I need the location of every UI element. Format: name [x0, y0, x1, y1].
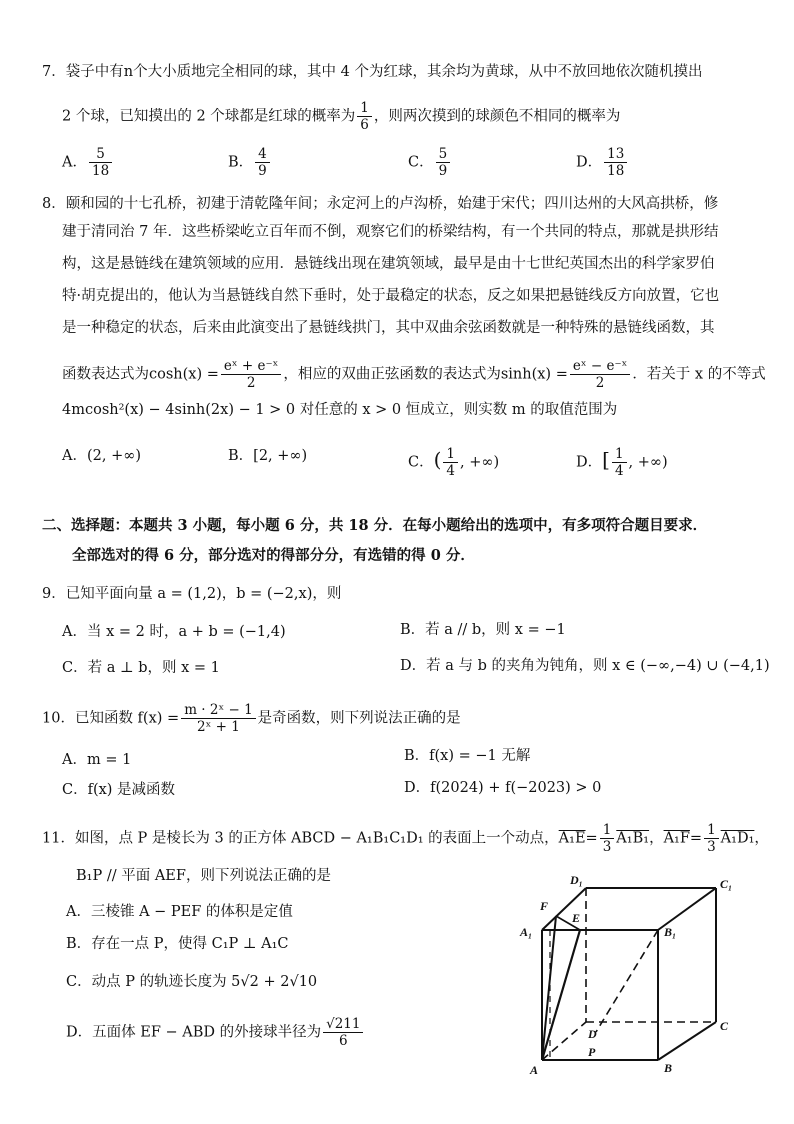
q7-line1: 7．袋子中有n个大小质地完全相同的球，其中 4 个为红球，其余均为黄球，从中不放回地依次随机摸出 — [42, 64, 703, 80]
q7-option-c-num: 5 — [436, 146, 451, 163]
q8-option-c — [408, 446, 499, 479]
q7-option-a-fraction — [89, 146, 112, 179]
q8-option-b — [228, 446, 307, 466]
section2-heading-line1: 二、选择题：本题共 3 小题，每小题 6 分，共 18 分．在每小题给出的选项中，有多项符合题目要求． — [42, 517, 708, 534]
q11-option-b: B．存在一点 P，使得 C₁P ⊥ A₁C — [66, 936, 289, 952]
q8-line5: 是一种稳定的状态，后来由此演变出了悬链线拱门，其中双曲余弦函数就是一种特殊的悬链线函数，其 — [62, 320, 715, 336]
label-p: P — [588, 1045, 596, 1059]
q7-option-d — [576, 146, 629, 179]
q11-option-d-fraction — [323, 1016, 363, 1049]
cube-figure — [508, 862, 748, 1077]
q8-line2: 建于清同治 7 年．这些桥梁屹立百年而不倒，观察它们的桥梁结构，有一个共同的特点，那就是拱形结 — [62, 224, 719, 240]
q9-option-d: D．若 a 与 b 的夹角为钝角，则 x ∈ (−∞,−4) ∪ (−4,1) — [400, 658, 770, 674]
q8-option-d-close: , +∞) — [628, 454, 668, 471]
edge-b1-c1 — [658, 888, 716, 930]
line-b1-p-hidden — [596, 930, 658, 1032]
label-b1: B₁ — [664, 925, 677, 939]
label-c1: C₁ — [720, 877, 733, 891]
q10-option-d: D．f(2024) + f(−2023) > 0 — [404, 780, 602, 796]
q10-frac-den: 2ˣ + 1 — [197, 719, 240, 735]
label-a: A — [530, 1063, 539, 1077]
q8-option-b-label: B． — [228, 448, 254, 464]
q9-option-c: C．若 a ⊥ b，则 x = 1 — [62, 660, 220, 676]
q10-fraction — [181, 702, 255, 735]
q8-line6-tail: ．若关于 x 的不等式 — [632, 366, 766, 383]
q11-eq2: = — [689, 830, 703, 847]
q8-line6 — [62, 358, 766, 391]
q10-option-b: B．f(x) = −1 无解 — [404, 748, 531, 764]
label-a1: A₁ — [520, 925, 533, 939]
q8-option-c-close: , +∞) — [460, 454, 500, 471]
label-d: D — [588, 1027, 597, 1041]
q8-option-c-num: 1 — [443, 446, 458, 463]
q8-sinh-den: 2 — [595, 375, 605, 391]
q7-option-d-den: 18 — [607, 163, 625, 179]
q11-option-d-num: √211 — [323, 1016, 363, 1033]
q8-option-d — [576, 446, 668, 479]
q11-option-c: C．动点 P 的轨迹长度为 5√2 + 2√10 — [66, 974, 318, 990]
q8-option-d-fraction — [612, 446, 627, 479]
q7-option-c-fraction — [436, 146, 451, 179]
q11-frac2 — [704, 822, 719, 855]
q11-line1-text: 11．如图，点 P 是棱长为 3 的正方体 ABCD − A₁B₁C₁D₁ 的表面上一个动点， — [42, 830, 559, 847]
q10-frac-num: m · 2ˣ − 1 — [181, 702, 255, 719]
q8-option-c-den: 4 — [446, 463, 456, 479]
label-f: F — [540, 899, 549, 913]
q8-option-d-open: [ — [602, 447, 610, 472]
q8-sinh-fraction — [570, 358, 630, 391]
q7-line2 — [62, 100, 620, 133]
q11-vector-a1e: A₁E — [558, 830, 586, 847]
q8-option-a-text: (2, +∞) — [86, 448, 141, 464]
q8-cosh-fraction — [221, 358, 281, 391]
q10-option-a: A．m = 1 — [62, 752, 132, 768]
q11-option-d-den: 6 — [339, 1033, 348, 1049]
q11-vector-a1f: A₁F — [663, 830, 690, 847]
q11-vector-a1d1: A₁D₁ — [720, 830, 755, 847]
q8-cosh-den: 2 — [246, 375, 256, 391]
q9-option-b: B．若 a // b，则 x = −1 — [400, 622, 566, 638]
q8-cosh-num: eˣ + e⁻ˣ — [221, 358, 281, 375]
q7-option-d-num: 13 — [604, 146, 627, 163]
q8-line3: 构，这是悬链线在建筑领域的应用．悬链线出现在建筑领域，最早是由十七世纪英国杰出的科学家罗伯 — [62, 256, 715, 272]
q7-option-d-label: D． — [576, 154, 603, 171]
q7-option-b-label: B． — [228, 154, 254, 171]
q11-frac1-den: 3 — [602, 839, 612, 855]
section2-heading-line2: 全部选对的得 6 分，部分选对的得部分分，有选错的得 0 分． — [72, 547, 475, 564]
q11-end: ， — [754, 830, 769, 847]
q8-option-d-den: 4 — [614, 463, 624, 479]
q8-line1: 8．颐和园的十七孔桥，初建于清乾隆年间；永定河上的卢沟桥，始建于宋代；四川达州的大风高拱桥，修 — [42, 196, 719, 212]
q7-option-c-den: 9 — [438, 163, 448, 179]
q8-sinh-num: eˣ − e⁻ˣ — [570, 358, 630, 375]
q11-eq1: = — [585, 830, 598, 847]
q11-sep: ， — [649, 830, 664, 847]
q10-stem-pre: 10．已知函数 f(x) = — [42, 710, 180, 727]
q9-option-a: A．当 x = 2 时，a + b = (−1,4) — [62, 624, 286, 640]
q8-option-c-fraction — [443, 446, 458, 479]
q8-line4: 特·胡克提出的，他认为当悬链线自然下垂时，处于最稳定的状态，反之如果把悬链线反方向放置，它也 — [62, 288, 720, 304]
q8-option-a-label: A． — [62, 448, 87, 464]
q10-option-c: C．f(x) 是减函数 — [62, 782, 176, 798]
q7-line2-frac-num: 1 — [357, 100, 372, 117]
q7-option-b-den: 9 — [258, 163, 267, 179]
q8-option-c-open: ( — [433, 447, 442, 472]
q11-line2: B₁P // 平面 AEF，则下列说法正确的是 — [76, 868, 331, 884]
q7-line2-pre: 2 个球，已知摸出的 2 个球都是红球的概率为 — [62, 108, 356, 125]
q7-option-b-fraction — [255, 146, 270, 179]
q11-frac1 — [600, 822, 615, 855]
label-b: B — [664, 1061, 673, 1075]
q7-option-d-fraction — [604, 146, 627, 179]
q11-line1 — [42, 822, 769, 855]
label-e: E — [572, 911, 581, 925]
q8-option-d-num: 1 — [612, 446, 627, 463]
q7-option-b-num: 4 — [255, 146, 270, 163]
q8-option-a — [62, 446, 141, 466]
label-c: C — [720, 1019, 729, 1033]
q8-option-c-label: C． — [408, 454, 434, 471]
q8-cosh-label: 函数表达式为cosh(x) = — [62, 366, 219, 383]
q8-line7: 4mcosh²(x) − 4sinh(2x) − 1 > 0 对任意的 x > 0 恒成立，则实数 m 的取值范围为 — [62, 402, 618, 418]
q10-stem — [42, 702, 461, 735]
q11-frac1-num: 1 — [600, 822, 615, 839]
label-d1: D₁ — [570, 873, 583, 887]
q11-frac2-den: 3 — [707, 839, 716, 855]
q7-option-a — [62, 146, 114, 179]
q9-stem: 9．已知平面向量 a = (1,2)，b = (−2,x)，则 — [42, 586, 342, 602]
q11-option-d-text: D．五面体 EF − ABD 的外接球半径为 — [66, 1024, 322, 1041]
q11-option-a: A．三棱锥 A − PEF 的体积是定值 — [66, 904, 293, 920]
edge-b-c — [658, 1022, 716, 1060]
q8-sinh-label: ，相应的双曲正弦函数的表达式为sinh(x) = — [283, 366, 568, 383]
q7-option-c — [408, 146, 452, 179]
q10-stem-post: 是奇函数，则下列说法正确的是 — [257, 710, 461, 727]
q7-option-c-label: C． — [408, 154, 434, 171]
q7-line2-frac-den: 6 — [360, 117, 369, 133]
q7-line2-fraction — [357, 100, 372, 133]
q11-option-d — [66, 1016, 365, 1049]
q8-option-b-text: [2, +∞) — [253, 448, 308, 464]
q7-option-b — [228, 146, 272, 179]
q11-frac2-num: 1 — [704, 822, 719, 839]
q7-option-a-den: 18 — [91, 163, 110, 179]
q11-vector-a1b1: A₁B₁ — [616, 830, 650, 847]
q7-option-a-label: A． — [62, 154, 87, 171]
q7-option-a-num: 5 — [89, 146, 112, 163]
q7-line2-post: ，则两次摸到的球颜色不相同的概率为 — [373, 108, 621, 125]
q8-option-d-label: D． — [576, 454, 603, 471]
